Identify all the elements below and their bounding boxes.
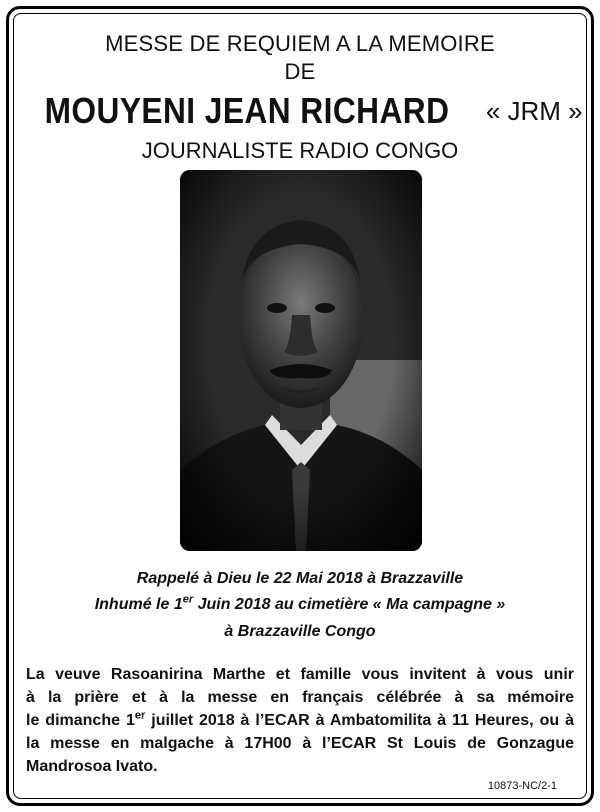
invitation-line — [26, 709, 574, 732]
portrait-photo — [180, 170, 422, 551]
date-of-death: Rappelé à Dieu le 22 Mai 2018 à Brazzaville — [136, 570, 464, 587]
deceased-name: MOUYENI JEAN RICHARD — [44, 90, 450, 131]
burial-cemetery: Juin 2018 au cimetière « Ma campagne » — [193, 596, 506, 613]
invitation-line: Mandrosoa Ivato. — [26, 758, 158, 775]
reference-number: 10873-NC/2-1 — [487, 780, 557, 792]
invitation-date-prefix: le dimanche 1 — [26, 712, 135, 729]
notice-title-line-2: DE — [284, 59, 316, 84]
notice-title-line-1: MESSE DE REQUIEM A LA MEMOIRE — [105, 31, 495, 56]
obituary-notice — [13, 13, 587, 799]
invitation-line: la messe en malgache à 17H00 à l’ECAR St Louis de Gonzague — [26, 735, 574, 752]
deceased-name-line — [13, 90, 587, 132]
invitation-date-ordinal: er — [134, 709, 146, 722]
burial-info — [13, 593, 587, 614]
invitation-date-suffix: juillet 2018 à l’ECAR à Ambatomilita à 11 Heures, ou à — [145, 712, 575, 729]
deceased-nickname: « JRM » — [485, 96, 583, 126]
invitation-line: La veuve Rasoanirina Marthe et famille vous invitent à vous unir — [26, 666, 574, 683]
burial-date-ordinal: er — [182, 593, 194, 606]
burial-place: à Brazzaville Congo — [224, 623, 376, 640]
burial-date-prefix: Inhumé le 1 — [94, 596, 183, 613]
invitation-line: à la prière et à la messe en français célébrée à sa mémoire — [26, 689, 574, 706]
mass-invitation — [26, 663, 574, 778]
deceased-role: JOURNALISTE RADIO CONGO — [141, 138, 459, 163]
